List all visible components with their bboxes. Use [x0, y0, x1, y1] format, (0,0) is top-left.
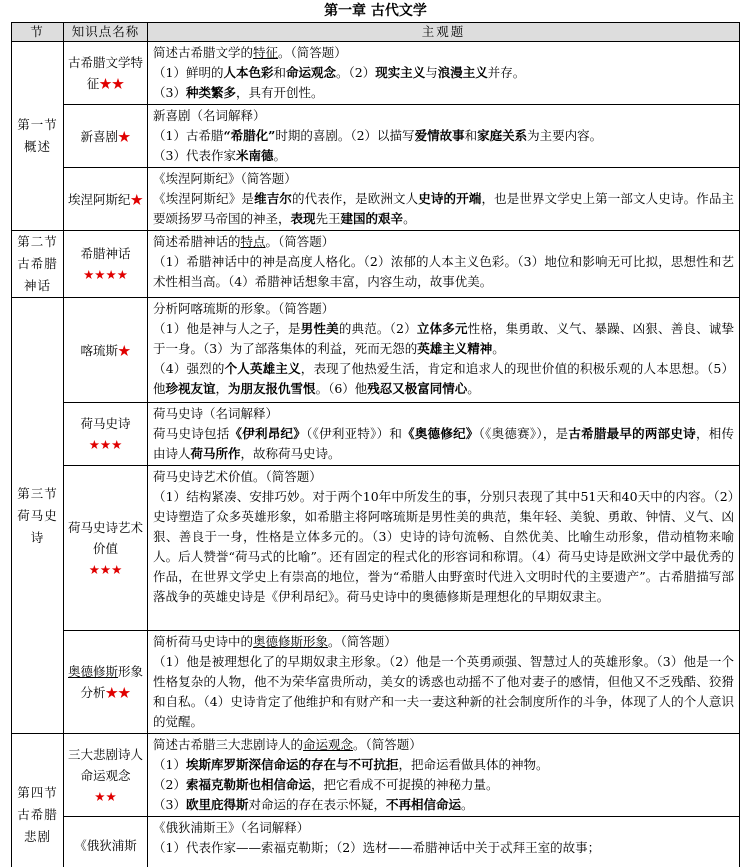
question-keyword: 奥德修斯形象 — [253, 634, 329, 649]
table-row — [12, 105, 740, 168]
importance-stars: ★ — [118, 128, 131, 144]
topic-content-cell — [148, 403, 740, 466]
section-4-cell — [12, 734, 64, 867]
topic-content-cell — [148, 298, 740, 403]
topic-name: 希腊神话 — [80, 246, 131, 261]
topic-name: 荷马史诗 — [80, 416, 131, 431]
answer-paragraph: 荷马史诗包括《伊利昂纪》（《伊利亚特》）和《奥德修纪》（《奥德赛》），是古希腊最早的两部史诗，相传由诗人荷马所作，故称荷马史诗。 — [153, 426, 734, 461]
answer-line: （3）欧里庇得斯对命运的存在表示怀疑，不再相信命运。 — [153, 797, 474, 812]
section-3-cell — [12, 298, 64, 734]
topic-name: 三大悲剧诗人命运观念 — [67, 746, 143, 783]
topic-name: 《俄狄浦斯 — [74, 838, 137, 853]
section-2-cell — [12, 231, 64, 298]
knowledge-table — [11, 22, 740, 867]
importance-stars: ★ — [130, 191, 144, 207]
topic-name-cell — [64, 168, 148, 231]
topic-name-cell — [64, 466, 148, 631]
answer-line: （2）索福克勒斯也相信命运，把它看成不可捉摸的神秘力量。 — [153, 777, 499, 792]
table-row — [12, 817, 740, 867]
section-label: 第一节概述 — [17, 117, 58, 154]
topic-name-cell — [64, 231, 148, 298]
topic-name-cell — [64, 734, 148, 817]
answer-paragraph: （1）他是神与人之子，是男性美的典范。（2）立体多元性格，集勇敢、义气、暴躁、凶狠、善良、诚挚于一身。（3）为了部落集体的利益，死而无怨的英雄主义精神。 — [153, 321, 734, 356]
topic-content-cell — [148, 817, 740, 867]
topic-name: 新喜剧 — [80, 128, 118, 144]
question-line: 分析阿喀琉斯的形象。（简答题） — [153, 301, 335, 316]
importance-stars: ★ — [118, 342, 131, 358]
answer-line: （1）鲜明的人本色彩和命运观念。（2）现实主义与浪漫主义并存。 — [153, 65, 526, 80]
topic-name: 喀琉斯 — [80, 342, 118, 358]
header-subjective-question: 主观题 — [148, 23, 740, 42]
header-section: 节 — [12, 23, 64, 42]
section-label: 第二节古希腊神话 — [17, 234, 58, 293]
question-line: 荷马史诗艺术价值。（简答题） — [153, 469, 322, 484]
topic-name-cell — [64, 42, 148, 105]
importance-stars: ★★ — [105, 685, 131, 700]
topic-name-cell — [64, 298, 148, 403]
answer-line: （3）种类繁多，具有开创性。 — [153, 85, 324, 100]
answer-line: （1）古希腊“希腊化”时期的喜剧。（2）以描写爱情故事和家庭关系为主要内容。 — [153, 128, 603, 143]
header-knowledge-point: 知识点名称 — [64, 23, 148, 42]
question-line: 简析荷马史诗中的奥德修斯形象。（简答题） — [153, 634, 397, 649]
topic-name: 埃涅阿斯纪 — [67, 191, 131, 207]
question-line: 荷马史诗（名词解释） — [153, 406, 279, 421]
table-row — [12, 403, 740, 466]
question-keyword: 特征 — [253, 45, 279, 60]
topic-content-cell — [148, 466, 740, 631]
topic-content-cell — [148, 231, 740, 298]
answer-line: （3）代表作家米南德。 — [153, 148, 286, 163]
table-row — [12, 466, 740, 631]
importance-stars: ★★ — [94, 788, 117, 804]
table-header-row — [12, 23, 740, 42]
table-row — [12, 168, 740, 231]
importance-stars: ★★★ — [88, 437, 123, 452]
importance-stars: ★★★★ — [83, 267, 128, 282]
question-line: 简述古希腊三大悲剧诗人的命运观念。（简答题） — [153, 737, 422, 752]
topic-content-cell — [148, 631, 740, 734]
table-row — [12, 231, 740, 298]
topic-content-cell — [148, 734, 740, 817]
question-line: 新喜剧（名词解释） — [153, 108, 266, 123]
page-title: 第一章 古代文学 — [324, 3, 427, 19]
topic-name-cell — [64, 403, 148, 466]
topic-name-cell — [64, 817, 148, 867]
question-keyword: 命运观念 — [303, 737, 354, 752]
answer-paragraph: （4）强烈的个人英雄主义，表现了他热爱生活，肯定和追求人的现世价值的积极乐观的人本思想。（5）他珍视友谊，为朋友报仇雪恨。（6）他残忍又极富同情心。 — [153, 361, 734, 396]
answer-paragraph: （1）希腊神话中的神是高度人格化。（2）浓郁的人本主义色彩。（3）地位和影响无可比拟，思想性和艺术性相当高。（4）希腊神话想象丰富，内容生动，故事优美。 — [153, 254, 734, 289]
question-line: 《埃涅阿斯纪》（简答题） — [153, 171, 297, 186]
topic-content-cell — [148, 42, 740, 105]
answer-line: （1）代表作家——索福克勒斯；（2）选材——希腊神话中关于忒拜王室的故事； — [153, 840, 601, 855]
table-row — [12, 42, 740, 105]
topic-content-cell — [148, 168, 740, 231]
question-line: 简述古希腊文学的特征。（简答题） — [153, 45, 347, 60]
topic-name: 荷马史诗艺术价值 — [67, 519, 143, 556]
answer-paragraph: （1）结构紧凑、安排巧妙。对于两个10年中所发生的事，分别只表现了其中51天和40天中的内容。（2）史诗塑造了众多英雄形象，如希腊主将阿喀琉斯是男性美的典范，集年轻、美貌、勇敢、钟情、义气、凶狠、善良于一身，性格是立体多元的。（3）史诗的诗句流畅、自然优美、比喻生动形象，借动植物来喻人。后人赞誉“荷马式的比喻”。还有固定的程式化的形容词和称谓。（4）荷马史诗是欧洲文学中最优秀的作品，在世界文学史上有崇高的地位，誉为“希腊人由野蛮时代进入文明时代的主要遗产”。古希腊描写部落战争的英雄史诗是《伊利昂纪》。荷马史诗中的奥德修斯是理想化的早期奴隶主。 — [153, 489, 734, 604]
importance-stars: ★★ — [99, 76, 125, 91]
topic-name-keyword: 奥德修斯 — [67, 664, 118, 679]
answer-paragraph: （1）他是被理想化了的早期奴隶主形象。（2）他是一个英勇顽强、智慧过人的英雄形象。（3）他是一个性格复杂的人物，他不为荣华富贵所动，美女的诱惑也动摇不了他对妻子的感情，但他又不乏残酷、狡猾和自私。（4）史诗肯定了他维护和有财产和一夫一妻这种新的社会制度所作的斗争，体现了人的个人意识的觉醒。 — [153, 654, 734, 729]
section-label: 第四节古希腊悲剧 — [17, 784, 58, 844]
topic-name: 形象分析 — [80, 664, 144, 700]
table-row — [12, 734, 740, 817]
question-line: 《俄狄浦斯王》（名词解释） — [153, 820, 310, 835]
question-keyword: 特点 — [240, 234, 266, 249]
topic-content-cell — [148, 105, 740, 168]
importance-stars: ★★★ — [88, 561, 123, 577]
table-row — [12, 631, 740, 734]
question-line: 简述希腊神话的特点。（简答题） — [153, 234, 335, 249]
section-label: 第三节荷马史诗 — [17, 485, 58, 545]
answer-paragraph: 《埃涅阿斯纪》是维吉尔的代表作，是欧洲文人史诗的开端，也是世界文学史上第一部文人史诗。作品主要颂扬罗马帝国的神圣，表现先王建国的艰辛。 — [153, 191, 734, 226]
topic-name-cell — [64, 631, 148, 734]
topic-name-cell — [64, 105, 148, 168]
section-1-cell — [12, 42, 64, 231]
topic-name: 古希腊文学特征 — [67, 55, 143, 91]
answer-line: （1）埃斯库罗斯深信命运的存在与不可抗拒，把命运看做具体的神物。 — [153, 757, 549, 772]
table-row — [12, 298, 740, 403]
